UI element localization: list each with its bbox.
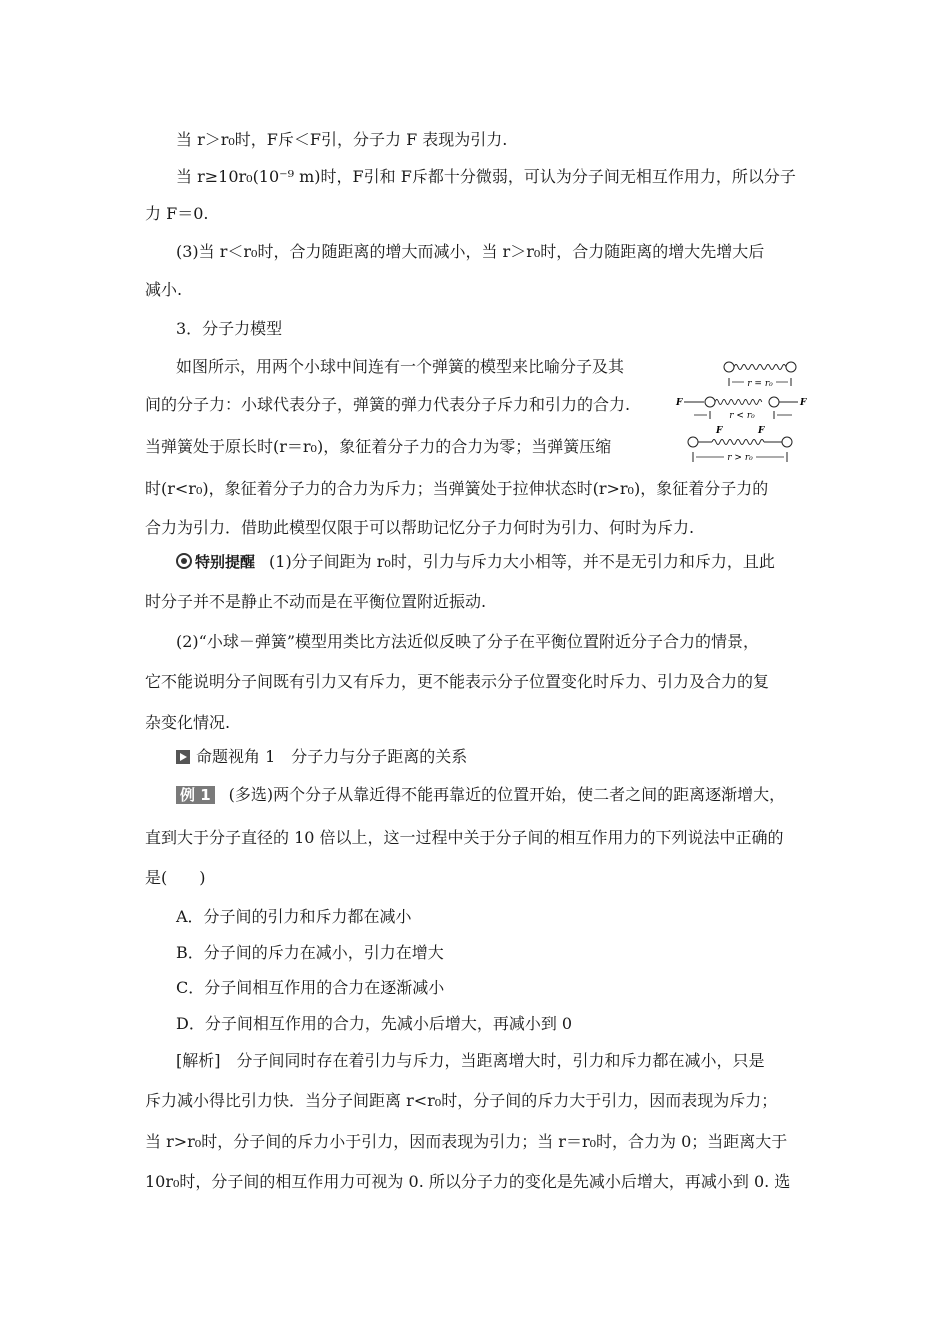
row2-label: r < r₀	[729, 411, 755, 421]
text-line: 斥力减小得比引力快．当分子间距离 r<r₀时，分子间的斥力大于引力，因而表现为斥力；	[145, 1091, 778, 1110]
reminder-icon	[176, 553, 192, 569]
text-line: 直到大于分子直径的 10 倍以上，这一过程中关于分子间的相互作用力的下列说法中正确的	[145, 828, 784, 847]
text-line: (2)“小球－弹簧”模型用类比方法近似反映了分子在平衡位置附近分子合力的情景，	[176, 632, 760, 651]
text-line: 当 r>r₀时，分子间的斥力小于引力，因而表现为引力；当 r＝r₀时，合力为 0；当距离大于	[145, 1132, 788, 1151]
topic-heading: 命题视角 1 分子力与分子距离的关系	[176, 746, 467, 768]
spring-row-compressed	[675, 397, 807, 421]
reminder-text: (1)分子间距为 r₀时，引力与斥力大小相等，并不是无引力和斥力，且此	[269, 552, 775, 571]
text-line: 当 r≥10r₀(10⁻⁹ m)时，F引和 F斥都十分微弱，可认为分子间无相互作用力，所以分子	[176, 167, 796, 186]
row3-label: r > r₀	[727, 453, 753, 463]
text-line: 力 F＝0.	[145, 204, 209, 223]
example-line: 例 1 (多选)两个分子从靠近得不能再靠近的位置开始，使二者之间的距离逐渐增大，	[176, 784, 785, 806]
text-line: 当 r＞r₀时，F斥＜F引，分子力 F 表现为引力.	[176, 130, 508, 149]
text-line: 10r₀时，分子间的相互作用力可视为 0. 所以分子力的变化是先减小后增大，再减小到 0. 选	[145, 1172, 791, 1191]
force-label: F	[716, 426, 723, 436]
option-b: B．分子间的斥力在减小，引力在增大	[176, 943, 444, 962]
special-reminder	[176, 551, 775, 573]
play-marker-icon	[176, 750, 190, 764]
text-line: 减小.	[145, 280, 183, 299]
spring-row-equilibrium	[724, 362, 796, 389]
spring-model-figure	[674, 356, 814, 471]
example-label: 例 1	[176, 786, 215, 804]
spring-row-stretched	[688, 426, 792, 463]
text-line: 间的分子力：小球代表分子，弹簧的弹力代表分子斥力和引力的合力.	[145, 395, 631, 414]
option-d: D．分子间相互作用的合力，先减小后增大，再减小到 0	[176, 1014, 573, 1033]
force-label: F	[676, 398, 683, 408]
text-line: 时分子并不是静止不动而是在平衡位置附近振动.	[145, 592, 487, 611]
text-line: 是( )	[145, 868, 206, 887]
option-a: A．分子间的引力和斥力都在减小	[176, 907, 412, 926]
force-label: F	[800, 398, 807, 408]
text-line: 如图所示，用两个小球中间连有一个弹簧的模型来比喻分子及其	[176, 357, 625, 376]
text-line: 时(r<r₀)，象征着分子力的合力为斥力；当弹簧处于拉伸状态时(r>r₀)，象征着分子力的	[145, 479, 769, 498]
section-heading: 3．分子力模型	[176, 319, 283, 338]
text-line: 它不能说明分子间既有引力又有斥力，更不能表示分子位置变化时斥力、引力及合力的复	[145, 672, 770, 691]
text-line: 当弹簧处于原长时(r＝r₀)，象征着分子力的合力为零；当弹簧压缩	[145, 437, 612, 456]
option-c: C．分子间相互作用的合力在逐渐减小	[176, 978, 445, 997]
force-label: F	[758, 426, 765, 436]
text-line: (3)当 r＜r₀时，合力随距离的增大而减小，当 r＞r₀时，合力随距离的增大先增大后	[176, 242, 765, 261]
text-line: 合力为引力．借助此模型仅限于可以帮助记忆分子力何时为引力、何时为斥力.	[145, 518, 695, 537]
analysis-line: [解析] 分子间同时存在着引力与斥力，当距离增大时，引力和斥力都在减小，只是	[176, 1051, 765, 1070]
text-line: 杂变化情况.	[145, 713, 231, 732]
reminder-label: 特别提醒	[176, 553, 255, 571]
row1-label: r = r₀	[747, 379, 773, 389]
